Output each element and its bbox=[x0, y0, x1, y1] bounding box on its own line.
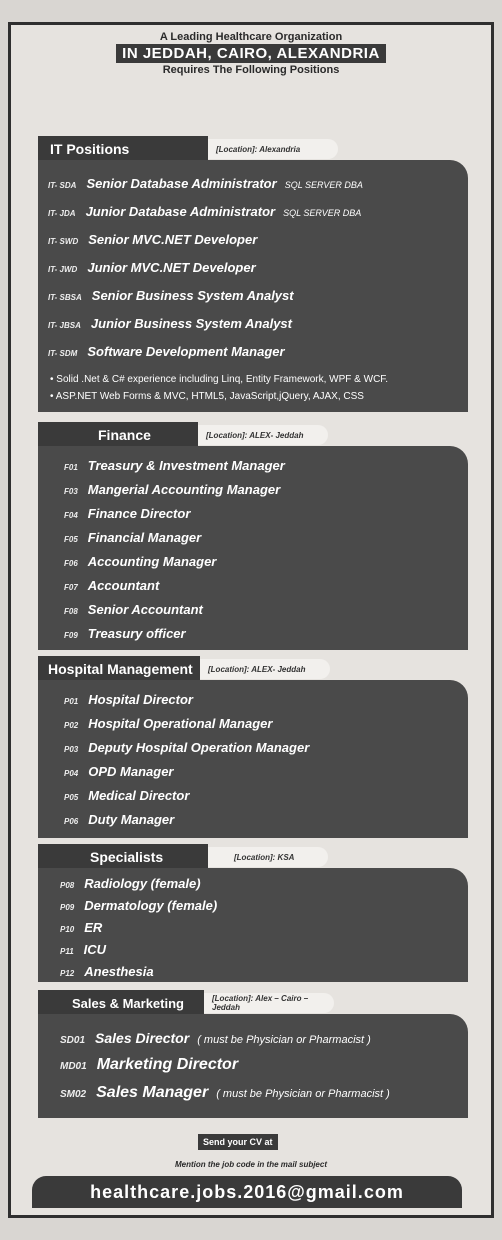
list-item: P09 Dermatology (female) bbox=[60, 898, 218, 913]
list-item: MD01 Marketing Director bbox=[60, 1056, 239, 1073]
list-item: IT- SBSA Senior Business System Analyst bbox=[48, 288, 294, 303]
list-item: IT- SWD Senior MVC.NET Developer bbox=[48, 232, 258, 247]
list-item: SD01 Sales Director ( must be Physician or Pharmacist ) bbox=[60, 1030, 371, 1046]
list-item: P12 Anesthesia bbox=[60, 964, 154, 979]
list-item: IT- JBSA Junior Business System Analyst bbox=[48, 316, 292, 331]
list-item: P01 Hospital Director bbox=[64, 692, 193, 707]
list-item: F01 Treasury & Investment Manager bbox=[64, 458, 285, 473]
list-item: P08 Radiology (female) bbox=[60, 876, 201, 891]
section-it-title: IT Positions bbox=[38, 136, 208, 162]
header-cities: IN JEDDAH, CAIRO, ALEXANDRIA bbox=[116, 44, 386, 63]
list-item: IT- SDA Senior Database Administrator SQL SERVER DBA bbox=[48, 176, 363, 191]
list-item: P06 Duty Manager bbox=[64, 812, 175, 827]
list-item: F03 Mangerial Accounting Manager bbox=[64, 482, 281, 497]
contact-email[interactable]: healthcare.jobs.2016@gmail.com bbox=[32, 1176, 462, 1208]
skills-bullet: • ASP.NET Web Forms & MVC, HTML5, JavaScript,jQuery, AJAX, CSS bbox=[50, 391, 364, 402]
section-hospital-location: [Location]: ALEX- Jeddah bbox=[200, 659, 330, 679]
list-item: IT- SDM Software Development Manager bbox=[48, 344, 285, 359]
list-item: F08 Senior Accountant bbox=[64, 602, 203, 617]
list-item: P11 ICU bbox=[60, 942, 107, 957]
list-item: F07 Accountant bbox=[64, 578, 160, 593]
mention-code-note: Mention the job code in the mail subject bbox=[174, 1160, 327, 1169]
list-item: F09 Treasury officer bbox=[64, 626, 186, 641]
list-item: P10 ER bbox=[60, 920, 103, 935]
list-item: IT- JDA Junior Database Administrator SQL SERVER DBA bbox=[48, 204, 362, 219]
list-item: P02 Hospital Operational Manager bbox=[64, 716, 273, 731]
ad-header bbox=[11, 31, 491, 76]
section-it-location: [Location]: Alexandria bbox=[208, 139, 338, 159]
section-hospital-title: Hospital Management bbox=[38, 656, 200, 682]
section-sales-location: [Location]: Alex – Cairo – Jeddah bbox=[204, 993, 334, 1013]
send-cv-label: Send your CV at bbox=[198, 1134, 278, 1150]
list-item: F06 Accounting Manager bbox=[64, 554, 217, 569]
section-sales-title: Sales & Marketing bbox=[38, 990, 204, 1016]
list-item: F04 Finance Director bbox=[64, 506, 191, 521]
section-finance-title: Finance bbox=[38, 422, 198, 448]
skills-bullet: • Solid .Net & C# experience including Linq, Entity Framework, WPF & WCF. bbox=[50, 374, 389, 385]
list-item: P04 OPD Manager bbox=[64, 764, 174, 779]
list-item: P03 Deputy Hospital Operation Manager bbox=[64, 740, 310, 755]
list-item: SM02 Sales Manager ( must be Physician or Pharmacist ) bbox=[60, 1084, 390, 1101]
header-line1: A Leading Healthcare Organization bbox=[159, 31, 343, 43]
section-finance-location: [Location]: ALEX- Jeddah bbox=[198, 425, 328, 445]
header-line3: Requires The Following Positions bbox=[162, 64, 340, 76]
section-specialists-location: [Location]: KSA bbox=[208, 847, 328, 867]
list-item: F05 Financial Manager bbox=[64, 530, 202, 545]
section-specialists-title: Specialists bbox=[38, 844, 208, 870]
list-item: P05 Medical Director bbox=[64, 788, 190, 803]
list-item: IT- JWD Junior MVC.NET Developer bbox=[48, 260, 256, 275]
section-finance-panel bbox=[38, 446, 468, 650]
